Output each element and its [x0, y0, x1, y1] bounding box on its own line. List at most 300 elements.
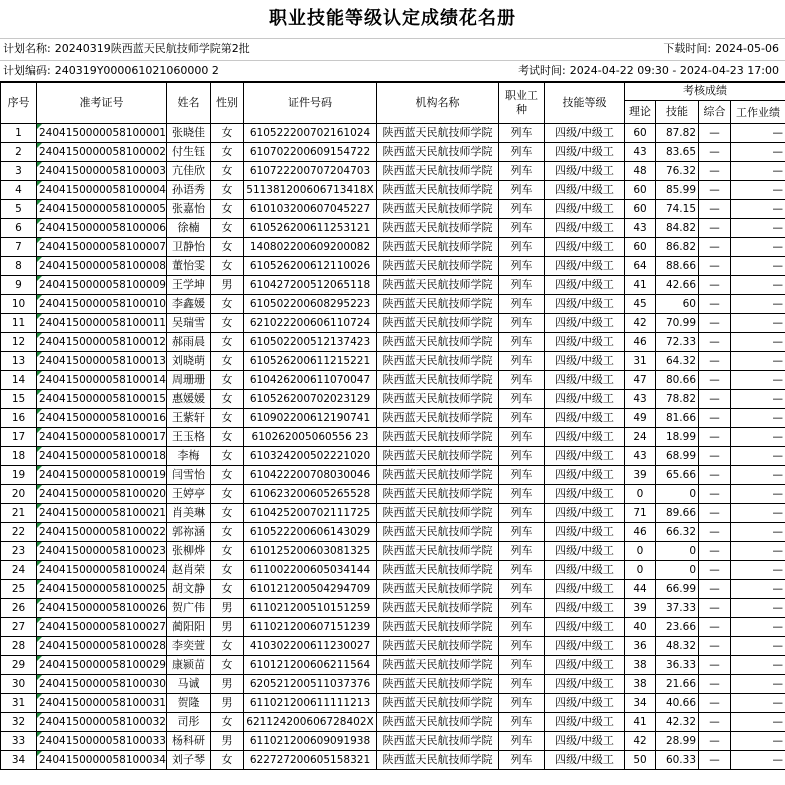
cell-job: 列车	[499, 181, 545, 200]
cell-work: —	[731, 276, 785, 295]
table-row	[1, 257, 785, 276]
cell-ticket: 2404150000058100020	[37, 485, 167, 504]
cell-org: 陕西蓝天民航技师学院	[377, 447, 499, 466]
cell-skill: 0	[656, 485, 699, 504]
cell-gender: 女	[211, 523, 244, 542]
table-row	[1, 295, 785, 314]
cell-level: 四级/中级工	[545, 542, 625, 561]
cell-id: 610522200702161024	[244, 124, 377, 143]
cell-job: 列车	[499, 276, 545, 295]
cell-name: 闫雪怡	[167, 466, 211, 485]
cell-job: 列车	[499, 466, 545, 485]
cell-theory: 36	[625, 637, 656, 656]
cell-name: 孙语秀	[167, 181, 211, 200]
cell-work: —	[731, 580, 785, 599]
header-skill: 技能	[656, 101, 699, 124]
table-row	[1, 314, 785, 333]
cell-comprehensive: —	[699, 694, 731, 713]
cell-level: 四级/中级工	[545, 732, 625, 751]
cell-org: 陕西蓝天民航技师学院	[377, 732, 499, 751]
exam-time	[518, 60, 779, 82]
cell-comprehensive: —	[699, 656, 731, 675]
cell-ticket: 2404150000058100033	[37, 732, 167, 751]
cell-theory: 45	[625, 295, 656, 314]
cell-level: 四级/中级工	[545, 713, 625, 732]
cell-skill: 89.66	[656, 504, 699, 523]
cell-work: —	[731, 485, 785, 504]
cell-comprehensive: —	[699, 200, 731, 219]
cell-skill: 60	[656, 295, 699, 314]
plan-code-value: 240319Y000061021060000 2	[54, 64, 219, 77]
cell-ticket: 2404150000058100011	[37, 314, 167, 333]
cell-gender: 女	[211, 162, 244, 181]
cell-name: 徐楠	[167, 219, 211, 238]
cell-comprehensive: —	[699, 162, 731, 181]
table-row	[1, 390, 785, 409]
cell-seq: 32	[1, 713, 37, 732]
cell-name: 李奕萱	[167, 637, 211, 656]
cell-skill: 72.33	[656, 333, 699, 352]
cell-comprehensive: —	[699, 124, 731, 143]
cell-level: 四级/中级工	[545, 694, 625, 713]
cell-level: 四级/中级工	[545, 599, 625, 618]
cell-ticket: 2404150000058100012	[37, 333, 167, 352]
cell-id: 621124200606728402X	[244, 713, 377, 732]
cell-gender: 女	[211, 485, 244, 504]
cell-theory: 42	[625, 732, 656, 751]
cell-name: 郭祢涵	[167, 523, 211, 542]
cell-level: 四级/中级工	[545, 637, 625, 656]
cell-skill: 48.32	[656, 637, 699, 656]
cell-seq: 5	[1, 200, 37, 219]
cell-job: 列车	[499, 200, 545, 219]
cell-gender: 女	[211, 390, 244, 409]
cell-id: 622727200605158321	[244, 751, 377, 770]
cell-level: 四级/中级工	[545, 523, 625, 542]
cell-gender: 女	[211, 124, 244, 143]
table-row	[1, 599, 785, 618]
cell-skill: 78.82	[656, 390, 699, 409]
cell-id: 611002200605034144	[244, 561, 377, 580]
download-time-value: 2024-05-06	[715, 42, 779, 55]
cell-id: 610526200611215221	[244, 352, 377, 371]
cell-name: 王婷亭	[167, 485, 211, 504]
cell-id: 610426200611070047	[244, 371, 377, 390]
cell-comprehensive: —	[699, 314, 731, 333]
cell-theory: 43	[625, 219, 656, 238]
cell-skill: 74.15	[656, 200, 699, 219]
cell-id: 610902200612190741	[244, 409, 377, 428]
header-scores: 考核成绩	[625, 82, 785, 101]
cell-name: 刘晓萌	[167, 352, 211, 371]
cell-seq: 28	[1, 637, 37, 656]
cell-gender: 女	[211, 371, 244, 390]
cell-gender: 女	[211, 751, 244, 770]
cell-skill: 42.32	[656, 713, 699, 732]
cell-seq: 4	[1, 181, 37, 200]
cell-level: 四级/中级工	[545, 143, 625, 162]
cell-work: —	[731, 599, 785, 618]
cell-ticket: 2404150000058100002	[37, 143, 167, 162]
cell-job: 列车	[499, 257, 545, 276]
cell-id: 621022200606110724	[244, 314, 377, 333]
cell-comprehensive: —	[699, 352, 731, 371]
cell-seq: 10	[1, 295, 37, 314]
exam-time-value: 2024-04-22 09:30 - 2024-04-23 17:00	[569, 64, 779, 77]
cell-org: 陕西蓝天民航技师学院	[377, 618, 499, 637]
cell-name: 周珊珊	[167, 371, 211, 390]
cell-theory: 41	[625, 713, 656, 732]
cell-work: —	[731, 200, 785, 219]
cell-seq: 6	[1, 219, 37, 238]
cell-work: —	[731, 333, 785, 352]
cell-comprehensive: —	[699, 333, 731, 352]
cell-skill: 0	[656, 542, 699, 561]
cell-skill: 40.66	[656, 694, 699, 713]
cell-job: 列车	[499, 675, 545, 694]
cell-gender: 女	[211, 238, 244, 257]
cell-ticket: 2404150000058100030	[37, 675, 167, 694]
cell-job: 列车	[499, 694, 545, 713]
table-row	[1, 428, 785, 447]
table-row	[1, 200, 785, 219]
cell-id: 610425200702111725	[244, 504, 377, 523]
cell-skill: 85.99	[656, 181, 699, 200]
cell-ticket: 2404150000058100021	[37, 504, 167, 523]
cell-job: 列车	[499, 143, 545, 162]
cell-level: 四级/中级工	[545, 485, 625, 504]
cell-id: 610522200606143029	[244, 523, 377, 542]
cell-org: 陕西蓝天民航技师学院	[377, 333, 499, 352]
cell-gender: 女	[211, 428, 244, 447]
table-row	[1, 447, 785, 466]
cell-work: —	[731, 428, 785, 447]
table-row	[1, 219, 785, 238]
cell-work: —	[731, 713, 785, 732]
cell-ticket: 2404150000058100023	[37, 542, 167, 561]
cell-ticket: 2404150000058100032	[37, 713, 167, 732]
table-row	[1, 485, 785, 504]
cell-gender: 男	[211, 675, 244, 694]
cell-seq: 27	[1, 618, 37, 637]
cell-name: 司彤	[167, 713, 211, 732]
cell-ticket: 2404150000058100031	[37, 694, 167, 713]
cell-id: 611021200607151239	[244, 618, 377, 637]
cell-comprehensive: —	[699, 523, 731, 542]
cell-ticket: 2404150000058100008	[37, 257, 167, 276]
cell-ticket: 2404150000058100005	[37, 200, 167, 219]
cell-job: 列车	[499, 713, 545, 732]
cell-theory: 39	[625, 466, 656, 485]
cell-theory: 24	[625, 428, 656, 447]
cell-work: —	[731, 162, 785, 181]
cell-theory: 71	[625, 504, 656, 523]
cell-name: 马诚	[167, 675, 211, 694]
cell-gender: 男	[211, 694, 244, 713]
header-level: 技能等级	[545, 82, 625, 124]
cell-ticket: 2404150000058100022	[37, 523, 167, 542]
download-time	[663, 38, 779, 60]
cell-org: 陕西蓝天民航技师学院	[377, 751, 499, 770]
cell-job: 列车	[499, 485, 545, 504]
cell-skill: 86.82	[656, 238, 699, 257]
cell-gender: 男	[211, 618, 244, 637]
cell-name: 张晓佳	[167, 124, 211, 143]
cell-job: 列车	[499, 447, 545, 466]
table-row	[1, 352, 785, 371]
plan-code	[3, 60, 219, 82]
cell-seq: 3	[1, 162, 37, 181]
cell-seq: 34	[1, 751, 37, 770]
cell-org: 陕西蓝天民航技师学院	[377, 466, 499, 485]
cell-name: 王学坤	[167, 276, 211, 295]
cell-id: 610502200608295223	[244, 295, 377, 314]
cell-gender: 女	[211, 409, 244, 428]
cell-job: 列车	[499, 314, 545, 333]
cell-org: 陕西蓝天民航技师学院	[377, 656, 499, 675]
cell-work: —	[731, 732, 785, 751]
cell-org: 陕西蓝天民航技师学院	[377, 637, 499, 656]
cell-comprehensive: —	[699, 637, 731, 656]
cell-org: 陕西蓝天民航技师学院	[377, 523, 499, 542]
cell-seq: 11	[1, 314, 37, 333]
table-row	[1, 181, 785, 200]
cell-theory: 39	[625, 599, 656, 618]
cell-ticket: 2404150000058100024	[37, 561, 167, 580]
table-row	[1, 466, 785, 485]
cell-gender: 女	[211, 447, 244, 466]
cell-name: 赵肖荣	[167, 561, 211, 580]
table-body	[1, 124, 785, 770]
cell-job: 列车	[499, 618, 545, 637]
cell-skill: 64.32	[656, 352, 699, 371]
cell-ticket: 2404150000058100007	[37, 238, 167, 257]
cell-level: 四级/中级工	[545, 200, 625, 219]
cell-org: 陕西蓝天民航技师学院	[377, 580, 499, 599]
cell-skill: 66.99	[656, 580, 699, 599]
cell-gender: 女	[211, 257, 244, 276]
cell-seq: 33	[1, 732, 37, 751]
cell-work: —	[731, 675, 785, 694]
cell-theory: 43	[625, 143, 656, 162]
cell-level: 四级/中级工	[545, 276, 625, 295]
cell-level: 四级/中级工	[545, 314, 625, 333]
cell-seq: 13	[1, 352, 37, 371]
cell-org: 陕西蓝天民航技师学院	[377, 599, 499, 618]
cell-comprehensive: —	[699, 599, 731, 618]
cell-comprehensive: —	[699, 466, 731, 485]
cell-name: 蔺阳阳	[167, 618, 211, 637]
cell-id: 620521200511037376	[244, 675, 377, 694]
cell-id: 610526200611253121	[244, 219, 377, 238]
cell-comprehensive: —	[699, 732, 731, 751]
cell-name: 惠媛媛	[167, 390, 211, 409]
cell-org: 陕西蓝天民航技师学院	[377, 485, 499, 504]
cell-theory: 47	[625, 371, 656, 390]
cell-seq: 31	[1, 694, 37, 713]
table-row	[1, 371, 785, 390]
cell-gender: 女	[211, 561, 244, 580]
cell-name: 李梅	[167, 447, 211, 466]
cell-gender: 女	[211, 333, 244, 352]
cell-theory: 0	[625, 542, 656, 561]
exam-time-label: 考试时间:	[518, 64, 566, 77]
cell-work: —	[731, 181, 785, 200]
cell-org: 陕西蓝天民航技师学院	[377, 276, 499, 295]
header-seq: 序号	[1, 82, 37, 124]
cell-skill: 36.33	[656, 656, 699, 675]
cell-name: 付生钰	[167, 143, 211, 162]
cell-ticket: 2404150000058100026	[37, 599, 167, 618]
cell-seq: 7	[1, 238, 37, 257]
cell-org: 陕西蓝天民航技师学院	[377, 124, 499, 143]
cell-skill: 70.99	[656, 314, 699, 333]
cell-skill: 65.66	[656, 466, 699, 485]
cell-org: 陕西蓝天民航技师学院	[377, 238, 499, 257]
cell-level: 四级/中级工	[545, 656, 625, 675]
table-row	[1, 124, 785, 143]
cell-ticket: 2404150000058100003	[37, 162, 167, 181]
table-row	[1, 618, 785, 637]
table-row	[1, 523, 785, 542]
cell-work: —	[731, 295, 785, 314]
cell-id: 610526200612110026	[244, 257, 377, 276]
cell-name: 胡文静	[167, 580, 211, 599]
cell-work: —	[731, 409, 785, 428]
cell-job: 列车	[499, 333, 545, 352]
cell-job: 列车	[499, 751, 545, 770]
download-time-label: 下载时间:	[663, 42, 712, 55]
cell-org: 陕西蓝天民航技师学院	[377, 675, 499, 694]
cell-gender: 女	[211, 466, 244, 485]
cell-job: 列车	[499, 580, 545, 599]
cell-ticket: 2404150000058100006	[37, 219, 167, 238]
cell-skill: 81.66	[656, 409, 699, 428]
header-name: 姓名	[167, 82, 211, 124]
cell-job: 列车	[499, 352, 545, 371]
cell-work: —	[731, 143, 785, 162]
cell-org: 陕西蓝天民航技师学院	[377, 200, 499, 219]
cell-job: 列车	[499, 523, 545, 542]
header-ticket: 准考证号	[37, 82, 167, 124]
cell-level: 四级/中级工	[545, 675, 625, 694]
cell-comprehensive: —	[699, 143, 731, 162]
cell-skill: 80.66	[656, 371, 699, 390]
cell-work: —	[731, 238, 785, 257]
table-row	[1, 333, 785, 352]
cell-comprehensive: —	[699, 542, 731, 561]
cell-comprehensive: —	[699, 504, 731, 523]
cell-seq: 30	[1, 675, 37, 694]
header-job: 职业工种	[499, 82, 545, 124]
cell-seq: 17	[1, 428, 37, 447]
cell-ticket: 2404150000058100029	[37, 656, 167, 675]
cell-level: 四级/中级工	[545, 371, 625, 390]
cell-gender: 女	[211, 181, 244, 200]
cell-comprehensive: —	[699, 561, 731, 580]
cell-name: 王玉格	[167, 428, 211, 447]
cell-level: 四级/中级工	[545, 333, 625, 352]
cell-org: 陕西蓝天民航技师学院	[377, 371, 499, 390]
cell-name: 肖美琳	[167, 504, 211, 523]
cell-org: 陕西蓝天民航技师学院	[377, 257, 499, 276]
cell-id: 610422200708030046	[244, 466, 377, 485]
cell-theory: 31	[625, 352, 656, 371]
cell-id: 611021200510151259	[244, 599, 377, 618]
plan-name-value: 20240319陕西蓝天民航技师学院第2批	[54, 42, 250, 55]
cell-skill: 76.32	[656, 162, 699, 181]
cell-job: 列车	[499, 162, 545, 181]
cell-skill: 60.33	[656, 751, 699, 770]
cell-comprehensive: —	[699, 371, 731, 390]
cell-gender: 女	[211, 656, 244, 675]
cell-theory: 41	[625, 276, 656, 295]
cell-comprehensive: —	[699, 428, 731, 447]
cell-gender: 女	[211, 295, 244, 314]
cell-level: 四级/中级工	[545, 352, 625, 371]
cell-ticket: 2404150000058100019	[37, 466, 167, 485]
cell-level: 四级/中级工	[545, 238, 625, 257]
cell-id: 610526200702023129	[244, 390, 377, 409]
cell-job: 列车	[499, 409, 545, 428]
cell-name: 张嘉怡	[167, 200, 211, 219]
plan-code-row	[0, 60, 785, 83]
cell-work: —	[731, 656, 785, 675]
table-row	[1, 238, 785, 257]
cell-level: 四级/中级工	[545, 219, 625, 238]
cell-comprehensive: —	[699, 219, 731, 238]
cell-theory: 40	[625, 618, 656, 637]
cell-level: 四级/中级工	[545, 295, 625, 314]
plan-code-label: 计划编码:	[3, 64, 51, 77]
cell-work: —	[731, 257, 785, 276]
cell-job: 列车	[499, 561, 545, 580]
cell-name: 李鑫媛	[167, 295, 211, 314]
cell-comprehensive: —	[699, 390, 731, 409]
cell-theory: 48	[625, 162, 656, 181]
cell-comprehensive: —	[699, 238, 731, 257]
cell-id: 610324200502221020	[244, 447, 377, 466]
cell-theory: 49	[625, 409, 656, 428]
cell-theory: 46	[625, 523, 656, 542]
cell-work: —	[731, 352, 785, 371]
cell-seq: 9	[1, 276, 37, 295]
cell-level: 四级/中级工	[545, 751, 625, 770]
cell-work: —	[731, 124, 785, 143]
cell-skill: 66.32	[656, 523, 699, 542]
cell-skill: 23.66	[656, 618, 699, 637]
header-comprehensive: 综合	[699, 101, 731, 124]
cell-work: —	[731, 466, 785, 485]
table-row	[1, 732, 785, 751]
cell-org: 陕西蓝天民航技师学院	[377, 504, 499, 523]
cell-ticket: 2404150000058100001	[37, 124, 167, 143]
cell-org: 陕西蓝天民航技师学院	[377, 295, 499, 314]
cell-job: 列车	[499, 656, 545, 675]
cell-job: 列车	[499, 732, 545, 751]
cell-work: —	[731, 390, 785, 409]
cell-work: —	[731, 751, 785, 770]
table-row	[1, 561, 785, 580]
cell-level: 四级/中级工	[545, 409, 625, 428]
cell-job: 列车	[499, 295, 545, 314]
cell-name: 张柳烨	[167, 542, 211, 561]
cell-job: 列车	[499, 599, 545, 618]
cell-name: 王紫轩	[167, 409, 211, 428]
cell-id: 610121200504294709	[244, 580, 377, 599]
cell-seq: 1	[1, 124, 37, 143]
cell-theory: 64	[625, 257, 656, 276]
